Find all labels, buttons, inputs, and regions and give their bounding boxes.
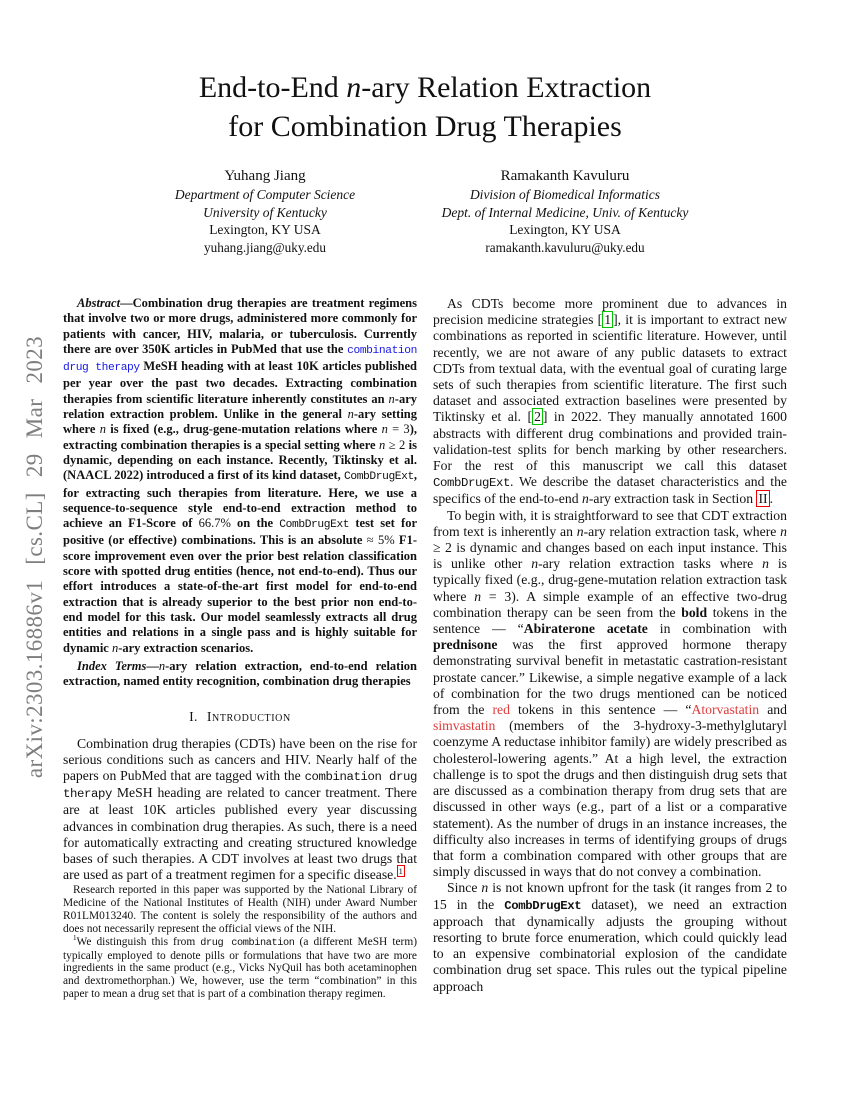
footnote-link[interactable]: 1: [398, 865, 403, 876]
citation-link[interactable]: 2: [534, 409, 541, 425]
author-block-2: [415, 168, 715, 256]
text-segment: and: [759, 702, 787, 718]
text-segment: F1-score improvement even over the prior best relation classification score with spotted drug entities (hence, not end-to-end). Thus our effort introduces a state-of-the-art first model for end-to-end extraction that is already superior to the best prior non end-to-end model for this task. Our model seamlessly extracts all drug entities and relations in a single pass and is highly suitable for dynamic: [63, 533, 417, 655]
text-segment: was the first approved hormone therapy demonstrating survival benefit in metastatic castration-resistant prostate cancer.” Likewise, a simple negative example of a lack of combination for the two drugs mentioned can be noticed from the: [433, 637, 787, 718]
text-segment: -ary relation extraction task, where: [583, 523, 781, 539]
text-segment: = 3). A simple example of an effective two-drug combination therapy can be seen from the: [433, 588, 787, 620]
math-value: = 3: [387, 422, 410, 437]
section-heading-introduction: [63, 709, 417, 725]
math-var: n: [481, 880, 489, 896]
text-segment: Since: [447, 880, 482, 896]
author-name: Yuhang Jiang: [224, 168, 306, 184]
text-segment: bold: [681, 604, 708, 620]
text-segment: -ary relation extraction, end-to-end relation extraction, named entity recognition, combination drug therapies: [63, 658, 418, 689]
paragraph-3: [433, 880, 787, 994]
index-terms: [63, 659, 417, 690]
text-segment: prednisone: [433, 637, 498, 653]
text-segment: ] in 2022. They manually annotated 1600 abstracts with different drug combinations and provided train-validation-test splits for bench marking by other researchers. For the rest of this manuscript we call this dataset: [433, 409, 787, 474]
math-var: n: [99, 422, 106, 437]
section-title: Introduction: [206, 709, 291, 725]
paper-title: [0, 68, 850, 146]
paragraph-2: [433, 508, 787, 881]
text-segment: test set for positive (or effective) combinations. This is an absolute: [63, 516, 417, 548]
monospace-term: CombDrugExt: [504, 898, 582, 913]
text-segment: tokens in the sentence — “: [433, 604, 787, 637]
red-token: simvastatin: [433, 718, 496, 734]
monospace-term: CombDrugExt: [433, 476, 510, 491]
text-segment: As CDTs become more prominent due to advances in precision medicine strategies [: [433, 296, 787, 328]
citation-link[interactable]: 1: [604, 312, 612, 328]
text-segment: -ary extraction task in Section: [588, 491, 757, 507]
author-location: Lexington, KY USA: [509, 222, 621, 238]
text-segment: is not known upfront for the task (it ranges from 2 to 15 in the: [433, 880, 787, 912]
text-segment: -ary Relation Extraction: [361, 71, 652, 104]
math-var: n: [379, 437, 386, 452]
author-affiliation: University of Kentucky: [203, 204, 327, 220]
text-segment: in combination with: [647, 621, 787, 637]
math-var: n: [347, 407, 354, 422]
math-var: n: [780, 523, 787, 539]
monospace-term: CombDrugExt: [279, 519, 350, 532]
math-value: ≈ 5%: [366, 533, 395, 548]
text-segment: ], it is important to extract new combinations as reported in scientific literature. However, until recently, we are not aware of any public datasets to extract CDTs from textual data, with the eventual goal of curating large sets of such therapies from scientific literature. The first such dataset and associated extraction baselines were presented by Tiktinsky et al. [: [433, 312, 787, 425]
author-affiliation: Division of Biomedical Informatics: [469, 187, 661, 203]
author-email: yuhang.jiang@uky.edu: [204, 239, 326, 255]
math-var: n: [111, 640, 119, 655]
text-segment: -ary extraction scenarios.: [118, 640, 254, 655]
text-segment: MeSH heading with at least 10K articles published per year over the past two decades. Extracting combination therapies from scientific literature inherently constitutes an: [63, 359, 418, 406]
text-segment: Abstract: [77, 296, 121, 310]
text-segment: MeSH heading are related to cancer treatment. There are at least 10K articles published every year discussing advances in combination drug therapies. As such, there is a need for automatically extracting and creating structured knowledge bases of such therapies. A CDT involves at least two drugs that are used as part of a treatment regimen for a specific disease.: [63, 785, 417, 883]
footnote-1: [63, 933, 417, 1002]
text-segment: —Combination drug therapies are treatment regimens that involve two or more drugs, administered more commonly for patients with cancer, HIV, malaria, or tuberculosis. Currently there are over 350K articles in PubMed that use the: [63, 296, 417, 356]
text-segment: Combination drug therapies (CDTs) have been on the rise for serious conditions such as cancers and HIV. Nearly half of the papers on PubMed that are tagged with the: [63, 735, 417, 784]
intro-paragraph: [63, 736, 417, 884]
text-segment: To begin with, it is straightforward to see that CDT extraction from text is inherently an: [433, 507, 787, 539]
text-segment: ), extracting combination therapies is a special setting where: [63, 422, 417, 452]
left-column: [63, 296, 417, 883]
text-segment: (a different MeSH term) typically employed to denote pills or formulations that have two are more ingredients in the same product (e.g., Vicks NyQuil has both acetaminophen and dextromethorphan.) We, however, use the term “combination” in this paper to mean a drug set that is part of a combination therapy regimen.: [63, 935, 417, 1001]
text-segment: dataset), we need an extraction approach that dynamically adjusts the grouping without resorting to brute force enumeration, which could quickly lead to an expensive combinatorial explosion of the candidate combination drug set space. This rules out the typical pipeline approach: [433, 896, 788, 994]
text-segment: End-to-End: [198, 71, 347, 104]
math-var: n: [381, 422, 388, 437]
funding-note: [63, 884, 417, 936]
text-segment: Index Terms: [77, 658, 147, 673]
text-segment: . We describe the dataset characteristics and the specifics of the end-to-end: [433, 474, 787, 507]
title-line-1: [199, 71, 651, 104]
text-segment: .: [769, 491, 774, 507]
author-affiliation: Department of Computer Science: [174, 187, 356, 203]
monospace-term: CombDrugExt: [344, 471, 414, 484]
math-var: n: [582, 491, 589, 507]
title-line-2: [228, 110, 622, 143]
section-number: I.: [189, 709, 198, 725]
arxiv-watermark: arXiv:2303.16886v1 [cs.CL] 29 Mar 2023: [22, 335, 47, 779]
red-token: Atorvastatin: [691, 702, 760, 718]
text-segment: for Combination Drug Therapies: [228, 110, 622, 143]
text-segment: ≥ 2 is dynamic and changes based on each input instance. This is unlike other: [433, 540, 787, 572]
math-var: n: [158, 658, 166, 673]
author-affiliation: Dept. of Internal Medicine, Univ. of Kentucky: [441, 204, 689, 220]
text-segment: on the: [230, 516, 280, 531]
paragraph-1: [433, 296, 787, 508]
math-var: n: [762, 556, 769, 572]
text-segment: Research reported in this paper was supported by the National Library of Medicine of the National Institutes of Health (NIH) under Award Number R01LM013240. The content is solely the responsibility of the authors and does not necessarily represent the official views of the NIH.: [63, 884, 417, 935]
author-location: Lexington, KY USA: [209, 222, 321, 238]
text-segment: is dynamic, depending on each instance. Recently, Tiktinsky et al. (NAACL 2022) introduced a first of its kind dataset,: [63, 437, 417, 483]
text-segment: -ary relation extraction problem. Unlike in the general: [63, 391, 417, 422]
math-var: n: [474, 588, 482, 604]
text-segment: (members of the 3-hydroxy-3-methylglutaryl coenzyme A reductase inhibitor family) are widely prescribed as cholesterol-lowering agents.” At a high level, the extraction challenge is to spot the drugs and then distinguish drug sets that are discussed as a combination therapy from drug sets that are discussed in other ways (e.g., part of a list or a comparative statement). As the number of drugs in an instance increases, the difficulty also increases in terms of identifying groups of drugs that form a combination compared with other groups that are simply discussed in ways that do not convey a combination.: [433, 718, 787, 880]
math-var: n: [346, 71, 362, 104]
text-segment: -ary relation extraction tasks where: [538, 556, 763, 572]
math-var: n: [388, 391, 395, 406]
text-segment: -ary setting where: [63, 407, 417, 437]
math-var: n: [576, 523, 584, 539]
red-token: red: [492, 702, 510, 718]
abstract: [63, 296, 417, 656]
footnote-block: [63, 884, 417, 1001]
text-segment: Abiraterone acetate: [523, 621, 648, 637]
text-segment: We distinguish this from: [76, 935, 201, 948]
text-segment: , for extracting such therapies from literature. Here, we use a sequence-to-sequence style end-to-end extraction method to achieve an F1-Score of: [63, 468, 417, 531]
text-segment: is fixed (e.g., drug-gene-mutation relations where: [105, 422, 382, 437]
math-value: 66.7%: [198, 516, 231, 531]
section-link[interactable]: II: [758, 491, 768, 507]
author-block-1: [115, 168, 415, 256]
author-name: Ramakanth Kavuluru: [500, 168, 630, 184]
text-segment: —: [146, 658, 159, 673]
right-column: [433, 296, 787, 995]
footnote-marker: 1: [73, 933, 77, 942]
monospace-term: drug combination: [200, 936, 295, 949]
mesh-term-link[interactable]: combination drug therapy: [63, 344, 417, 375]
text-segment: is typically fixed (e.g., drug-gene-mutation relation extraction task where: [433, 556, 788, 604]
math-value: ≥ 2: [385, 437, 406, 452]
monospace-term: combination drug therapy: [63, 770, 417, 802]
math-var: n: [531, 556, 539, 572]
author-email: ramakanth.kavuluru@uky.edu: [485, 239, 645, 255]
text-segment: tokens in this sentence — “: [509, 702, 692, 718]
